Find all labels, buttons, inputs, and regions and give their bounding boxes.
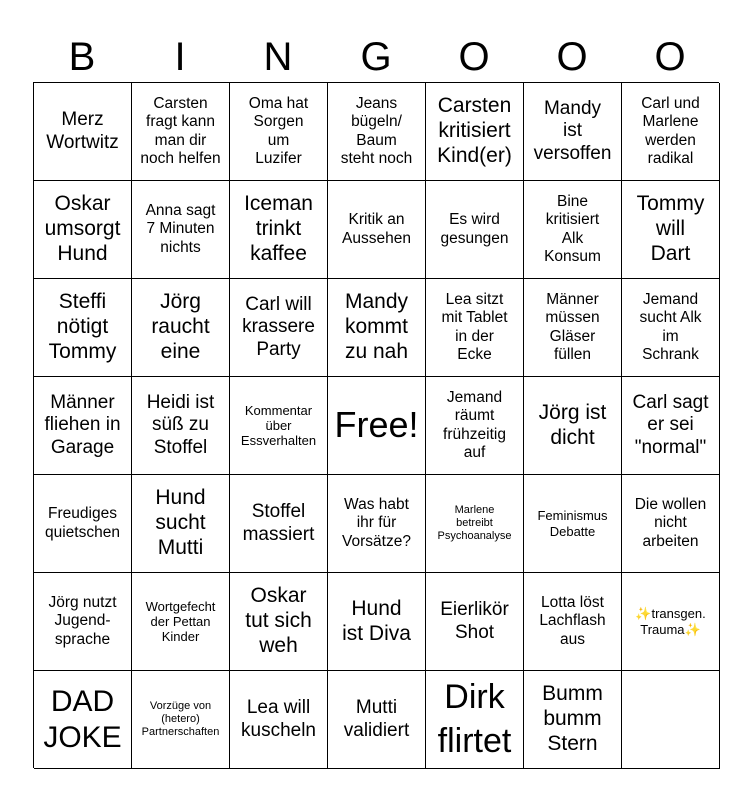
bingo-cell[interactable]: [426, 83, 524, 181]
cell-text: Carl will krassere Party: [242, 293, 315, 360]
bingo-cell[interactable]: [132, 671, 230, 769]
header-letter: B: [68, 35, 96, 79]
bingo-header: [33, 30, 719, 80]
bingo-cell[interactable]: [426, 181, 524, 279]
cell-text: Jemand räumt frühzeitig auf: [443, 388, 506, 461]
bingo-cell[interactable]: [622, 573, 720, 671]
cell-text: Bine kritisiert Alk Konsum: [544, 192, 601, 265]
cell-text: Lea sitzt mit Tablet in der Ecke: [441, 290, 508, 363]
cell-text: Oma hat Sorgen um Luzifer: [248, 94, 309, 167]
cell-text: Mutti validiert: [343, 697, 410, 741]
free-space-cell[interactable]: [328, 377, 426, 475]
bingo-cell[interactable]: [622, 83, 720, 181]
bingo-cell[interactable]: [524, 573, 622, 671]
empty-cell[interactable]: [622, 671, 720, 769]
cell-text: Carl sagt er sei "normal": [632, 391, 709, 458]
bingo-cell[interactable]: [622, 377, 720, 475]
bingo-cell[interactable]: [524, 377, 622, 475]
bingo-cell[interactable]: [230, 573, 328, 671]
bingo-cell[interactable]: [328, 83, 426, 181]
bingo-cell[interactable]: [230, 377, 328, 475]
cell-text: Hund ist Diva: [342, 596, 411, 645]
bingo-cell[interactable]: [524, 83, 622, 181]
bingo-cell[interactable]: [524, 475, 622, 573]
bingo-cell[interactable]: [132, 573, 230, 671]
cell-text: Merz Wortwitz: [46, 109, 119, 153]
bingo-cell[interactable]: [328, 181, 426, 279]
bingo-cell[interactable]: [622, 475, 720, 573]
bingo-cell[interactable]: [426, 279, 524, 377]
bingo-cell[interactable]: [622, 279, 720, 377]
bingo-cell[interactable]: [426, 475, 524, 573]
cell-text: Bumm bumm Stern: [542, 682, 603, 755]
cell-text: Carsten kritisiert Kind(er): [437, 94, 512, 167]
cell-text: Tommy will Dart: [636, 192, 705, 265]
bingo-cell[interactable]: [34, 377, 132, 475]
bingo-cell[interactable]: [328, 671, 426, 769]
cell-text: ✨transgen. Trauma✨: [635, 606, 706, 637]
bingo-cell[interactable]: [132, 181, 230, 279]
cell-text: Oskar umsorgt Hund: [44, 192, 121, 265]
bingo-cell[interactable]: [230, 279, 328, 377]
cell-text: Wortgefecht der Pettan Kinder: [145, 598, 216, 645]
bingo-cell[interactable]: [524, 279, 622, 377]
cell-text: Jörg raucht eine: [151, 290, 210, 363]
cell-text: Stoffel massiert: [242, 501, 315, 545]
cell-text: Jörg nutzt Jugend- sprache: [48, 594, 117, 648]
bingo-cell[interactable]: [34, 671, 132, 769]
header-letter: I: [174, 35, 186, 79]
bingo-cell[interactable]: [132, 377, 230, 475]
cell-text: Oskar tut sich weh: [245, 584, 312, 657]
bingo-cell[interactable]: [426, 377, 524, 475]
bingo-cell[interactable]: [132, 475, 230, 573]
cell-text: Eierlikör Shot: [440, 599, 509, 643]
bingo-cell[interactable]: [328, 475, 426, 573]
bingo-cell[interactable]: [524, 181, 622, 279]
bingo-cell[interactable]: [132, 83, 230, 181]
header-letter: N: [263, 35, 293, 79]
cell-text: Die wollen nicht arbeiten: [634, 496, 707, 550]
cell-text: Jörg ist dicht: [538, 400, 607, 449]
bingo-cell[interactable]: [132, 279, 230, 377]
header-letter: O: [556, 35, 588, 79]
header-letter: O: [458, 35, 490, 79]
bingo-cell[interactable]: [34, 279, 132, 377]
cell-text: Jemand sucht Alk im Schrank: [639, 290, 702, 363]
header-letter: G: [360, 35, 392, 79]
cell-text: Kommentar über Essverhalten: [240, 402, 317, 449]
cell-text: Vorzüge von (hetero) Partnerschaften: [141, 700, 220, 738]
bingo-cell[interactable]: [34, 475, 132, 573]
bingo-cell[interactable]: [426, 671, 524, 769]
cell-text: Iceman trinkt kaffee: [244, 192, 313, 265]
cell-text: Hund sucht Mutti: [155, 486, 206, 559]
cell-text: Feminismus Debatte: [537, 508, 608, 539]
cell-text: Carsten fragt kann man dir noch helfen: [140, 94, 221, 167]
cell-text: Was habt ihr für Vorsätze?: [342, 496, 411, 550]
bingo-grid: [33, 82, 719, 768]
cell-text: Mandy ist versoffen: [533, 97, 612, 164]
bingo-cell[interactable]: [524, 671, 622, 769]
bingo-cell[interactable]: [328, 573, 426, 671]
cell-text: DAD JOKE: [43, 684, 122, 754]
bingo-cell[interactable]: [34, 181, 132, 279]
cell-text: Kritik an Aussehen: [342, 211, 411, 247]
cell-text: Heidi ist süß zu Stoffel: [146, 391, 215, 458]
bingo-cell[interactable]: [426, 573, 524, 671]
cell-text: Freudiges quietschen: [45, 505, 120, 541]
bingo-cell[interactable]: [230, 181, 328, 279]
cell-text: Dirk flirtet: [437, 677, 512, 760]
cell-text: Steffi nötigt Tommy: [48, 290, 117, 363]
cell-text: Lea will kuscheln: [241, 697, 316, 741]
bingo-cell[interactable]: [230, 475, 328, 573]
bingo-cell[interactable]: [34, 83, 132, 181]
cell-text: Männer fliehen in Garage: [44, 391, 121, 458]
cell-text: Männer müssen Gläser füllen: [545, 290, 600, 363]
bingo-cell[interactable]: [34, 573, 132, 671]
bingo-cell[interactable]: [230, 671, 328, 769]
cell-text: Lotta löst Lachflash aus: [539, 594, 606, 648]
cell-text: Jeans bügeln/ Baum steht noch: [340, 94, 413, 167]
cell-text: Marlene betreibt Psychoanalyse: [437, 504, 512, 542]
cell-text: Es wird gesungen: [440, 211, 509, 247]
cell-text: Carl und Marlene werden radikal: [641, 94, 700, 167]
cell-text: Anna sagt 7 Minuten nichts: [145, 202, 216, 256]
bingo-cell[interactable]: [230, 83, 328, 181]
cell-text: Mandy kommt zu nah: [344, 290, 409, 363]
cell-text: Free!: [334, 404, 419, 446]
bingo-cell[interactable]: [622, 181, 720, 279]
bingo-cell[interactable]: [328, 279, 426, 377]
header-letter: O: [654, 35, 686, 79]
